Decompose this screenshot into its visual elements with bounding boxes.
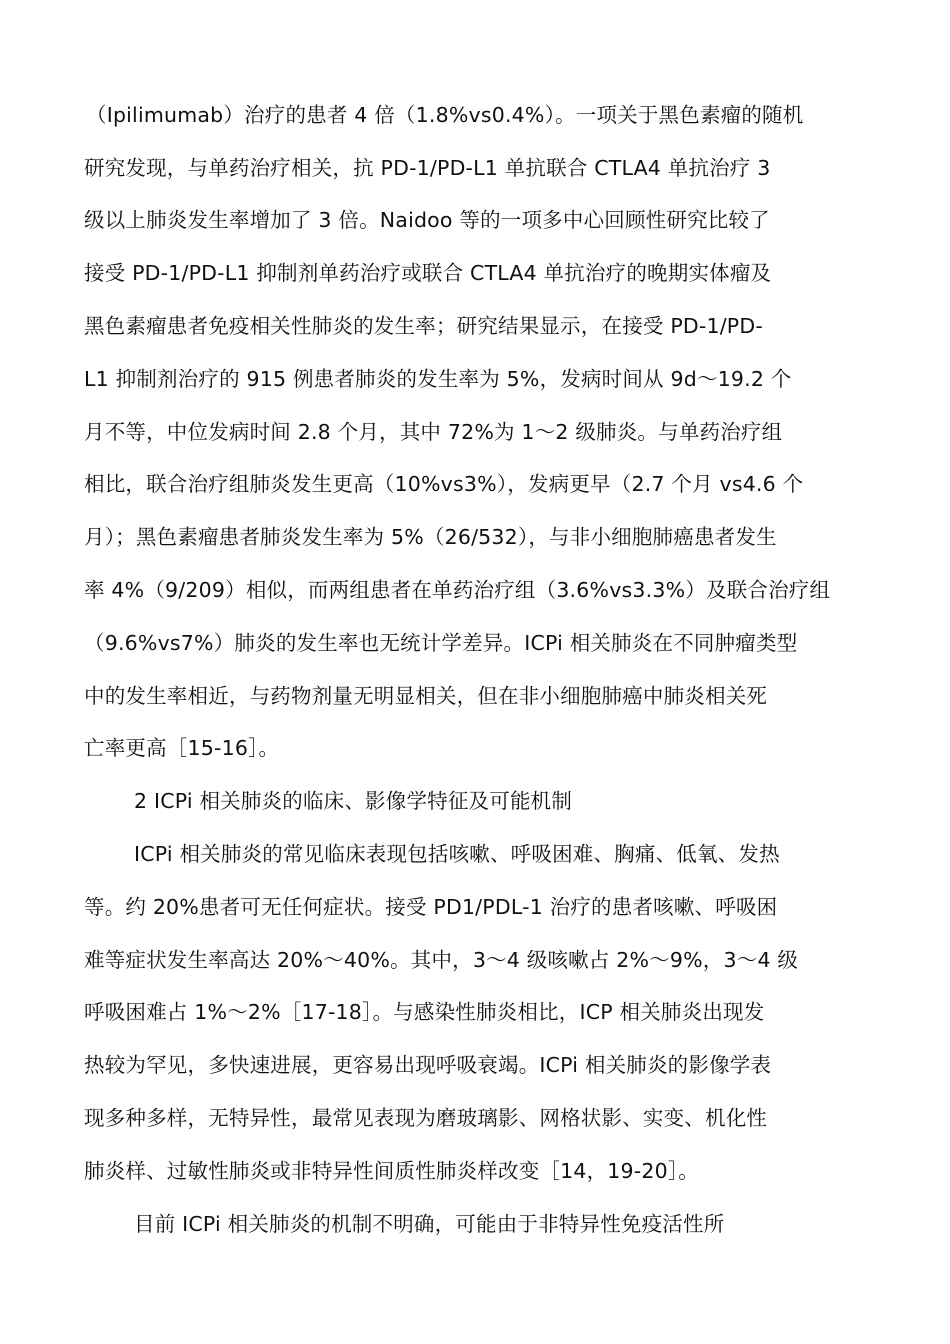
paragraph-line: 热较为罕见，多快速进展，更容易出现呼吸衰竭。ICPi 相关肺炎的影像学表 bbox=[84, 1053, 772, 1077]
paragraph-line: 黑色素瘤患者免疫相关性肺炎的发生率；研究结果显示，在接受 PD-1/PD- bbox=[84, 314, 763, 338]
paragraph-line: 难等症状发生率高达 20%～40%。其中，3～4 级咳嗽占 2%～9%，3～4 级 bbox=[84, 948, 799, 972]
paragraph-line: 现多种多样，无特异性，最常见表现为磨玻璃影、网格状影、实变、机化性 bbox=[84, 1106, 768, 1130]
paragraph-line: ICPi 相关肺炎的常见临床表现包括咳嗽、呼吸困难、胸痛、低氧、发热 bbox=[134, 842, 780, 866]
section-heading: 2 ICPi 相关肺炎的临床、影像学特征及可能机制 bbox=[134, 789, 573, 813]
paragraph-line: 中的发生率相近，与药物剂量无明显相关，但在非小细胞肺癌中肺炎相关死 bbox=[84, 684, 768, 708]
paragraph-line: 研究发现，与单药治疗相关，抗 PD-1/PD-L1 单抗联合 CTLA4 单抗治疗 3 bbox=[84, 156, 771, 180]
paragraph-line: 肺炎样、过敏性肺炎或非特异性间质性肺炎样改变［14，19-20］。 bbox=[84, 1159, 700, 1183]
paragraph-line: 目前 ICPi 相关肺炎的机制不明确，可能由于非特异性免疫活性所 bbox=[134, 1212, 725, 1236]
paragraph-line: 月不等，中位发病时间 2.8 个月，其中 72%为 1～2 级肺炎。与单药治疗组 bbox=[84, 420, 783, 444]
paragraph-line: 月）；黑色素瘤患者肺炎发生率为 5%（26/532），与非小细胞肺癌患者发生 bbox=[84, 525, 777, 549]
paragraph-line: 级以上肺炎发生率增加了 3 倍。Naidoo 等的一项多中心回顾性研究比较了 bbox=[84, 208, 770, 232]
paragraph-line: 率 4%（9/209）相似，而两组患者在单药治疗组（3.6%vs3.3%）及联合治疗组 bbox=[84, 578, 831, 602]
paragraph-line: L1 抑制剂治疗的 915 例患者肺炎的发生率为 5%，发病时间从 9d～19.2 个 bbox=[84, 367, 792, 391]
paragraph-line: 等。约 20%患者可无任何症状。接受 PD1/PDL-1 治疗的患者咳嗽、呼吸困 bbox=[84, 895, 778, 919]
paragraph-line: 亡率更高［15-16］。 bbox=[84, 736, 280, 760]
paragraph-line: （9.6%vs7%）肺炎的发生率也无统计学差异。ICPi 相关肺炎在不同肿瘤类型 bbox=[84, 631, 798, 655]
paragraph-line: 相比，联合治疗组肺炎发生更高（10%vs3%），发病更早（2.7 个月 vs4.6 个 bbox=[84, 472, 804, 496]
paragraph-line: 接受 PD-1/PD-L1 抑制剂单药治疗或联合 CTLA4 单抗治疗的晚期实体瘤及 bbox=[84, 261, 772, 285]
paragraph-line: 呼吸困难占 1%～2%［17-18］。与感染性肺炎相比，ICP 相关肺炎出现发 bbox=[84, 1000, 765, 1024]
paragraph-line: （Ipilimumab）治疗的患者 4 倍（1.8%vs0.4%）。一项关于黑色素瘤的随机 bbox=[86, 103, 804, 127]
